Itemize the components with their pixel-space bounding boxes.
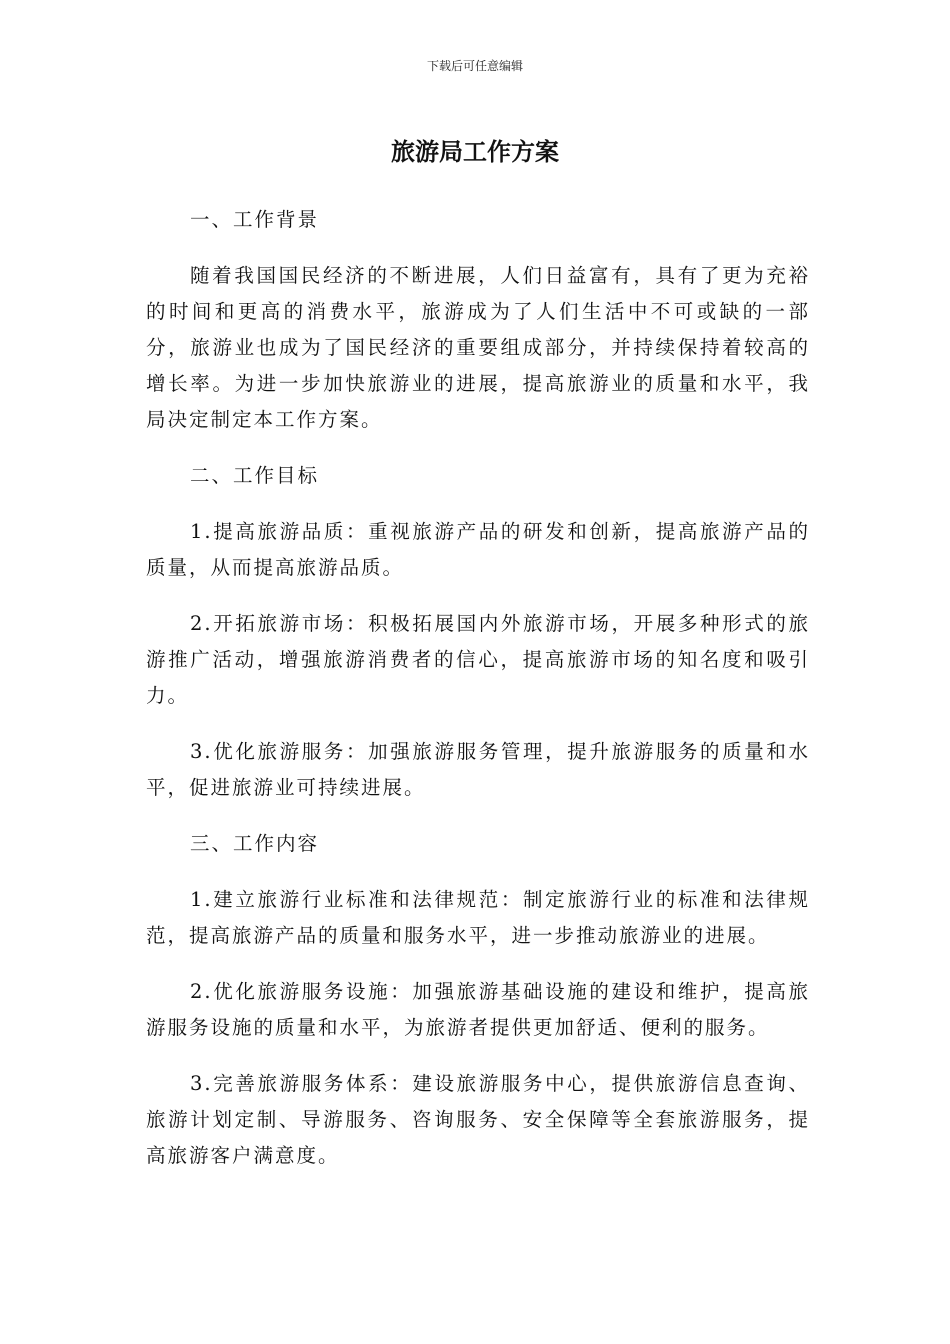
document-body (146, 202, 810, 1194)
paragraph-content-2: 2.优化旅游服务设施：加强旅游基础设施的建设和维护，提高旅游服务设施的质量和水平，为旅游者提供更加舒适、便利的服务。 (146, 980, 810, 1039)
paragraph-goal-2: 2.开拓旅游市场：积极拓展国内外旅游市场，开展多种形式的旅游推广活动，增强旅游消费者的信心，提高旅游市场的知名度和吸引力。 (146, 612, 810, 707)
paragraph-content-3: 3.完善旅游服务体系：建设旅游服务中心，提供旅游信息查询、旅游计划定制、导游服务、咨询服务、安全保障等全套旅游服务，提高旅游客户满意度。 (146, 1072, 810, 1167)
section-heading-goals: 二、工作目标 (190, 464, 320, 487)
paragraph-goal-1: 1.提高旅游品质：重视旅游产品的研发和创新，提高旅游产品的质量，从而提高旅游品质。 (146, 520, 810, 579)
section-heading-content: 三、工作内容 (190, 832, 320, 855)
section-heading-background: 一、工作背景 (190, 208, 320, 231)
header-note: 下载后可任意编辑 (426, 59, 523, 73)
document-title: 旅游局工作方案 (391, 138, 559, 166)
paragraph-content-1: 1.建立旅游行业标准和法律规范：制定旅游行业的标准和法律规范，提高旅游产品的质量和服务水平，进一步推动旅游业的进展。 (146, 888, 810, 947)
paragraph-background: 随着我国国民经济的不断进展，人们日益富有，具有了更为充裕的时间和更高的消费水平，旅游成为了人们生活中不可或缺的一部分，旅游业也成为了国民经济的重要组成部分，并持续保持着较高的增长率。为进一步加快旅游业的进展，提高旅游业的质量和水平，我局决定制定本工作方案。 (146, 264, 810, 431)
paragraph-goal-3: 3.优化旅游服务：加强旅游服务管理，提升旅游服务的质量和水平，促进旅游业可持续进展。 (146, 740, 810, 799)
